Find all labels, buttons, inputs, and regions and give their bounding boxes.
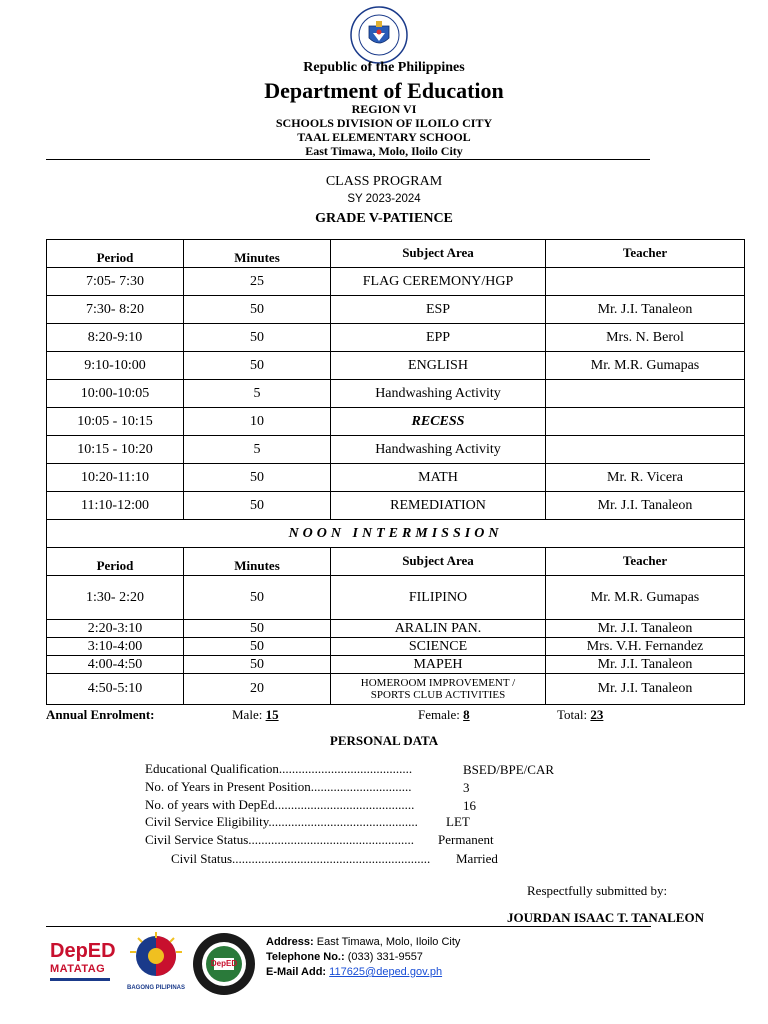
- pd-value: Married: [456, 851, 498, 866]
- period-cell: 7:30- 8:20: [47, 296, 184, 324]
- subject-cell: REMEDIATION: [331, 492, 546, 520]
- minutes-cell: 5: [184, 380, 331, 408]
- pd-label: No. of years with DepEd...........................................: [145, 797, 415, 812]
- republic-heading: Republic of the Philippines: [303, 60, 465, 75]
- subject-cell: [331, 674, 546, 705]
- total-label: Total:: [557, 707, 588, 722]
- telephone-value: (033) 331-9557: [347, 951, 423, 963]
- total-count: [557, 707, 603, 723]
- teacher-cell: [546, 380, 745, 408]
- telephone-label: Telephone No.:: [266, 951, 345, 963]
- minutes-cell: 50: [184, 620, 331, 638]
- table-row: [47, 656, 745, 674]
- table-row: [47, 296, 745, 324]
- teacher-cell: [546, 436, 745, 464]
- minutes-cell: 50: [184, 492, 331, 520]
- male-label: Male:: [232, 707, 263, 722]
- table-row: [47, 492, 745, 520]
- teacher-cell: [546, 268, 745, 296]
- bagong-pilipinas-emblem: [126, 932, 186, 980]
- school-seal-text: DepED: [210, 959, 238, 968]
- table-row: [47, 380, 745, 408]
- pd-value: LET: [446, 814, 470, 829]
- class-schedule-table: [46, 239, 745, 705]
- address-label: Address:: [266, 936, 314, 948]
- minutes-cell: 50: [184, 296, 331, 324]
- pd-label: Civil Service Status...................................................: [145, 832, 415, 847]
- minutes-cell: 10: [184, 408, 331, 436]
- period-cell: 8:20-9:10: [47, 324, 184, 352]
- pd-label: Civil Service Eligibility..............................................: [145, 814, 418, 829]
- teacher-cell: Mr. M.R. Gumapas: [546, 352, 745, 380]
- teacher-cell: [546, 408, 745, 436]
- bagong-pilipinas-logo: [126, 932, 186, 990]
- matatag-logo-text: MATATAG: [50, 963, 106, 975]
- minutes-cell: 50: [184, 638, 331, 656]
- enrolment-label: Annual Enrolment:: [46, 707, 155, 722]
- table-row: [47, 324, 745, 352]
- table-header-row: [47, 548, 745, 576]
- school-seal-logo: [192, 932, 256, 996]
- period-header: Period: [47, 240, 184, 268]
- teacher-cell: Mr. J.I. Tanaleon: [546, 492, 745, 520]
- subject-cell: ARALIN PAN.: [331, 620, 546, 638]
- teacher-cell: Mrs. N. Berol: [546, 324, 745, 352]
- period-cell: 2:20-3:10: [47, 620, 184, 638]
- table-row: [47, 638, 745, 656]
- minutes-header: Minutes: [184, 548, 331, 576]
- period-cell: 9:10-10:00: [47, 352, 184, 380]
- school-heading: TAAL ELEMENTARY SCHOOL: [297, 130, 471, 144]
- female-value: 8: [463, 707, 470, 722]
- subject-cell: ENGLISH: [331, 352, 546, 380]
- total-value: 23: [590, 707, 604, 722]
- subject-cell: RECESS: [331, 408, 546, 436]
- teacher-cell: Mr. R. Vicera: [546, 464, 745, 492]
- grade-section: GRADE V-PATIENCE: [315, 211, 453, 226]
- footer-telephone: [266, 951, 423, 963]
- subject-line: HOMEROOM IMPROVEMENT /: [360, 677, 516, 689]
- subject-line: SPORTS CLUB ACTIVITIES: [370, 689, 506, 701]
- teacher-cell: Mr. J.I. Tanaleon: [546, 674, 745, 705]
- teacher-header: Teacher: [546, 240, 745, 268]
- minutes-cell: 20: [184, 674, 331, 705]
- pd-value: 3: [463, 780, 470, 795]
- period-cell: 4:50-5:10: [47, 674, 184, 705]
- email-link[interactable]: 117625@deped.gov.ph: [329, 966, 443, 978]
- subject-cell: Handwashing Activity: [331, 436, 546, 464]
- table-row: [47, 674, 745, 705]
- school-year: SY 2023-2024: [347, 193, 421, 205]
- subject-cell: MAPEH: [331, 656, 546, 674]
- subject-cell: SCIENCE: [331, 638, 546, 656]
- subject-cell: MATH: [331, 464, 546, 492]
- minutes-cell: 25: [184, 268, 331, 296]
- period-cell: 11:10-12:00: [47, 492, 184, 520]
- teacher-header: Teacher: [546, 548, 745, 576]
- subject-cell: Handwashing Activity: [331, 380, 546, 408]
- email-label: E-Mail Add:: [266, 966, 327, 978]
- signer-name: JOURDAN ISAAC T. TANALEON: [507, 910, 704, 925]
- period-header: Period: [47, 548, 184, 576]
- table-header-row: [47, 240, 745, 268]
- subject-cell: FILIPINO: [331, 576, 546, 620]
- period-cell: 4:00-4:50: [47, 656, 184, 674]
- footer-address: [266, 936, 460, 948]
- department-heading: Department of Education: [264, 78, 504, 103]
- subject-cell: ESP: [331, 296, 546, 324]
- submitted-by-label: Respectfully submitted by:: [527, 883, 668, 898]
- male-value: 15: [265, 707, 279, 722]
- region-heading: REGION VI: [351, 102, 417, 116]
- teacher-cell: Mrs. V.H. Fernandez: [546, 638, 745, 656]
- pd-value: BSED/BPE/CAR: [463, 762, 555, 777]
- minutes-cell: 50: [184, 352, 331, 380]
- period-cell: 1:30- 2:20: [47, 576, 184, 620]
- deped-logo-text: DepED: [50, 940, 116, 962]
- subject-header: Subject Area: [331, 548, 546, 576]
- personal-data-title: PERSONAL DATA: [329, 733, 439, 748]
- subject-header: Subject Area: [331, 240, 546, 268]
- period-cell: 10:00-10:05: [47, 380, 184, 408]
- minutes-cell: 50: [184, 576, 331, 620]
- female-count: [418, 707, 470, 723]
- subject-cell: EPP: [331, 324, 546, 352]
- division-heading: SCHOOLS DIVISION OF ILOILO CITY: [275, 116, 493, 130]
- class-program-title: CLASS PROGRAM: [325, 174, 443, 189]
- teacher-cell: Mr. J.I. Tanaleon: [546, 296, 745, 324]
- pd-label: Educational Qualification.........................................: [145, 761, 413, 776]
- school-address: East Timawa, Molo, Iloilo City: [305, 144, 463, 158]
- noon-intermission: NOON INTERMISSION: [47, 520, 745, 548]
- table-row: [47, 408, 745, 436]
- table-row: [47, 268, 745, 296]
- minutes-header: Minutes: [184, 240, 331, 268]
- logo-bar: [50, 978, 110, 981]
- table-row: [47, 352, 745, 380]
- minutes-cell: 50: [184, 656, 331, 674]
- period-cell: 10:20-11:10: [47, 464, 184, 492]
- minutes-cell: 50: [184, 464, 331, 492]
- pd-value: 16: [463, 798, 476, 813]
- table-row: [47, 620, 745, 638]
- period-cell: 7:05- 7:30: [47, 268, 184, 296]
- pd-value: Permanent: [438, 832, 494, 847]
- footer-email: [266, 966, 442, 978]
- subject-cell: FLAG CEREMONY/HGP: [331, 268, 546, 296]
- period-cell: 10:15 - 10:20: [47, 436, 184, 464]
- table-row: [47, 576, 745, 620]
- period-cell: 3:10-4:00: [47, 638, 184, 656]
- table-row: [47, 436, 745, 464]
- pd-label: No. of Years in Present Position...............................: [145, 779, 412, 794]
- minutes-cell: 50: [184, 324, 331, 352]
- pd-label: Civil Status.............................................................: [171, 851, 431, 866]
- footer-divider: [46, 926, 651, 927]
- teacher-cell: Mr. J.I. Tanaleon: [546, 620, 745, 638]
- period-cell: 10:05 - 10:15: [47, 408, 184, 436]
- header-divider: [46, 159, 650, 160]
- address-value: East Timawa, Molo, Iloilo City: [316, 936, 461, 948]
- teacher-cell: Mr. J.I. Tanaleon: [546, 656, 745, 674]
- female-label: Female:: [418, 707, 460, 722]
- table-row: [47, 464, 745, 492]
- minutes-cell: 5: [184, 436, 331, 464]
- bagong-pilipinas-text: BAGONG PILIPINAS: [126, 985, 185, 991]
- noon-row: [47, 520, 745, 548]
- male-count: [232, 707, 279, 723]
- deped-seal-logo: [350, 6, 408, 64]
- deped-matatag-logo: [50, 940, 118, 990]
- teacher-cell: Mr. M.R. Gumapas: [546, 576, 745, 620]
